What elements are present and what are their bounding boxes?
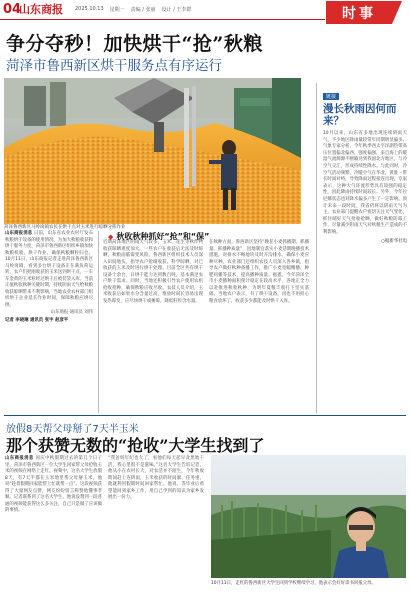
section-two-col2: 在秋种方面，鲁西新区坚持“晚茬小麦抓播期、抓播量、抓播种质量”，因地制宜落实小麦适期晚播技术措施，对排水不畅地块及时开沟排水，确保小麦应种尽种。农业部门还组织农技人员深入各乡镇，指导农户做好秋种备播工作，推广小麦宽幅精播、种肥同播等技术，提高播种质量。据悉，今年菏泽全市小麦播种面积预计稳定在较高水平，各地正全力以赴推进秋收秋种，为明年夏粮丰收打下坚实基础。当地农户表示，有了烘干设备，再也不用担心粮食放坏了，收获多少都能及时烘干入库。 — [209, 240, 309, 304]
page-number: 04 — [3, 1, 22, 17]
lead-headline: 争分夺秒！加快烘干“抢”秋粮 — [6, 33, 263, 55]
second-story-dateline: 山东商报消息 — [5, 456, 34, 461]
section-label: 时事 — [326, 1, 392, 24]
side-story-tag: 链接 — [323, 93, 339, 100]
story-divider — [4, 415, 406, 416]
newspaper-name: 山东商报 — [19, 3, 63, 16]
column-divider — [98, 231, 99, 413]
lead-photo-caption: 菏泽鲁西新区马岭岗镇农民在烘干点对玉米进行晾晒分拣作业 — [4, 225, 126, 230]
masthead-rule — [0, 19, 325, 20]
lead-subheadline: 菏泽市鲁西新区烘干服务点有序运行 — [6, 58, 222, 74]
section-two-col1: 近期菏泽地区阴雨天气较多，玉米、花生等秋作物收获晾晒难度加大。一些农户在收获后无法及时晾晒，秋粮面临霉变风险。鲁西新区组织技术人员深入田间地头，指导农户抢晴收获、科学晾晒，对已收获的玉米及时进行烘干处理。目前全区共有烘干设备十余台，日烘干能力达到数百吨，基本满足农户烘干需求。同时，当地还积极引导农户使用农机抢收抢种，确保秋粮应收尽收。农技人员介绍，玉米收获后如果水分含量过高，堆放时间长容易出现发热霉变，应尽快烘干或摊晾，降低籽粒含水量。 — [103, 240, 203, 304]
student-photo — [211, 455, 406, 578]
second-story-headline: 那个获赞无数的“抢收”大学生找到了 — [6, 436, 265, 455]
side-story-body: 10月以来，山东省多地出现连续阴雨天气，不少地区降雨量较常年同期明显偏多。气象专家分析，今年秋季西太平洋副热带高压位置偏北偏西，强度偏强，来自海上的暖湿气流源源不断输送到我国北方地区，与冷空气交汇，形成持续性降水。与此同时，冷空气活动频繁，冷暖空气在华北、黄淮一带长时间对峙，导致降雨过程接连出现。专家表示，这种大气环流形势具有较强的稳定性，因此降雨持续时间较长。另外，今年拉尼娜状态也对降水偏多产生了一定影响。预计未来一段时间，我省仍将以阴雨天气为主，农业部门提醒农户密切关注天气变化，抓住晴好天气抢收抢晒，做好秋粮防霉工作，尽量减少阴雨天气对秋粮生产造成的不利影响。 — [323, 131, 407, 235]
section-two-heading-text: 秋收秋种抓好“抢”和“保” — [116, 232, 210, 241]
second-story-col1 — [5, 456, 102, 515]
lead-intro-body: 日前，山东省农业农村厅发布秋粮烘干设备的使用情况，为加大秋粮收获和烘干服务力度，菏泽市鲁西新区组织乡镇加快秋粮机收、烘干作业，确保秋粮颗粒归仓。10月11日，山东商报记者走进菏泽鲁西新区马岭岗镇，看到多台烘干设备正在满负荷运转，农户们把刚收获的玉米送到烘干点，一车车金黄的玉米粒经过烘干后被装袋入库。当前正值秋收秋种关键时期，持续阴雨天气给秋粮收获晾晒带来不利影响，当地农业农村部门组织烘干企业延长作业时间，保障秋粮应烘尽烘。 — [5, 231, 93, 308]
second-story-kicker: 放假8天帮父母掰了7天半玉米 — [6, 424, 139, 435]
corn-drying-photo — [4, 78, 301, 224]
side-story-headline: 漫长秋雨因何而来？ — [323, 103, 397, 127]
issue-date: 2025.10.13 — [75, 5, 104, 12]
lead-intro — [5, 231, 93, 324]
editor-credit: 责编 / 张丽 — [130, 6, 156, 13]
lead-byline-a: 山东商报·通讯员 刘伟 — [50, 310, 93, 315]
bullet-marker-icon: ◆ — [108, 232, 114, 241]
second-story-col1-body: 国庆中秋假期过去的第几个日子里，菏泽市鲁西新区一位大学生回家帮父母抢收玉米的视频在网络上走红。视频中，这名大学生放假8天，有7天半都在玉米地里帮父母掰玉米，他说“趁着假期回家能帮上忙就帮一点”。这段视频获得了大量网友点赞，网友纷纷留言称赞他懂事孝顺。记者联系到了这名大学生，他说没想到一段普通的视频能获得这么多关注，自己只是做了应该做的事情。 — [5, 456, 102, 513]
student-photo-caption: 10月11日，走红的鲁西新区大学生回到学校继续学习，他表示会好好读书回报父母。 — [211, 581, 376, 586]
issue-weekday: 星期一 — [109, 6, 125, 13]
lead-dateline: 山东商报消息 — [5, 231, 33, 236]
side-story — [323, 83, 407, 244]
column-divider — [316, 83, 317, 413]
second-story-col2: “我爸妈年纪也大了，看他们每天起早贪黑地干活，我心里很不是滋味。”这名大学生告诉记者，他从小在农村长大，对农活并不陌生，今年秋收期间赶上连阴雨，玉米收获的时间紧、任务重，他就利用假期时间回家帮忙。他说，等毕业后希望能回到家乡工作，用自己学到的知识为家乡发展出一份力。 — [108, 456, 204, 500]
side-story-byline: ○据新华社电 — [381, 238, 407, 244]
lead-byline-b: 记者 李晓琳 通讯员 张宇 赵彦平 — [5, 317, 69, 323]
issue-meta — [75, 6, 191, 13]
design-credit: 设计 / 王李群 — [161, 6, 192, 13]
